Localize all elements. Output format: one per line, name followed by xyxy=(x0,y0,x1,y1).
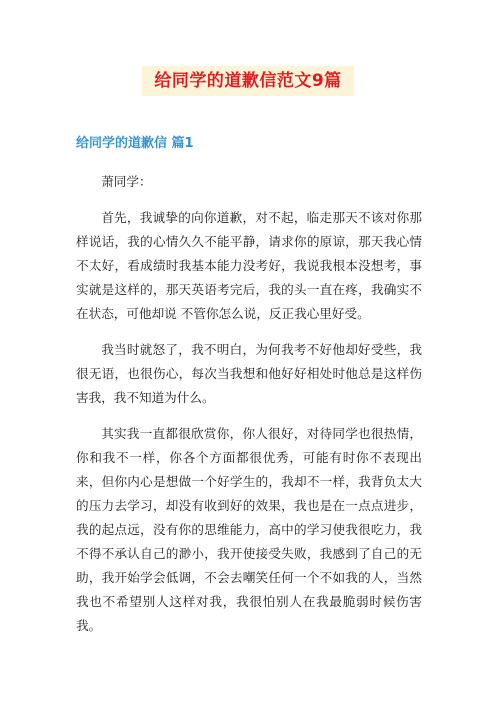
document-title: 给同学的道歉信范文9篇 xyxy=(142,66,353,96)
paragraph-2: 我当时就怒了，我不明白，为何我考不好他却好受些，我很无语，也很伤心，每次当我想和他好好相处时他总是这样伤害我，我不知道为什么。 xyxy=(76,342,422,405)
section-heading: 给同学的道歉信 篇1 xyxy=(76,136,194,151)
paragraph-1: 首先，我诚挚的向你道歉，对不起，临走那天不该对你那样说话，我的心情久久不能平静，请求你的原谅，那天我心情不太好，看成绩时我基本能力没考好，我说我根本没想考，事实就是这样的，那天英语考完后，我的头一直在疼，我确实不在状态，可他却说 不管你怎么说，反正我心里好受。 xyxy=(76,210,422,321)
letter-body xyxy=(76,170,422,650)
salutation: 萧同学： xyxy=(101,174,152,189)
title-wrapper xyxy=(0,66,496,96)
paragraph-3: 其实我一直都很欣赏你，你人很好，对待同学也很热情，你和我不一样，你各个方面都很优秀，可能有时你不表现出来，但你内心是想做一个好学生的，我却不一样，我背负太大的压力去学习，却没有收到好的效果，我也是在一点点进步，我的起点远，没有你的思维能力，高中的学习使我很吃力，我不得不承认自己的渺小，我开使接受失败，我感到了自己的无助，我开始学会低调，不会去嘲笑任何一个不如我的人，当然我也不希望别人这样对我，我很怕别人在我最脆弱时候伤害我。 xyxy=(76,426,422,633)
